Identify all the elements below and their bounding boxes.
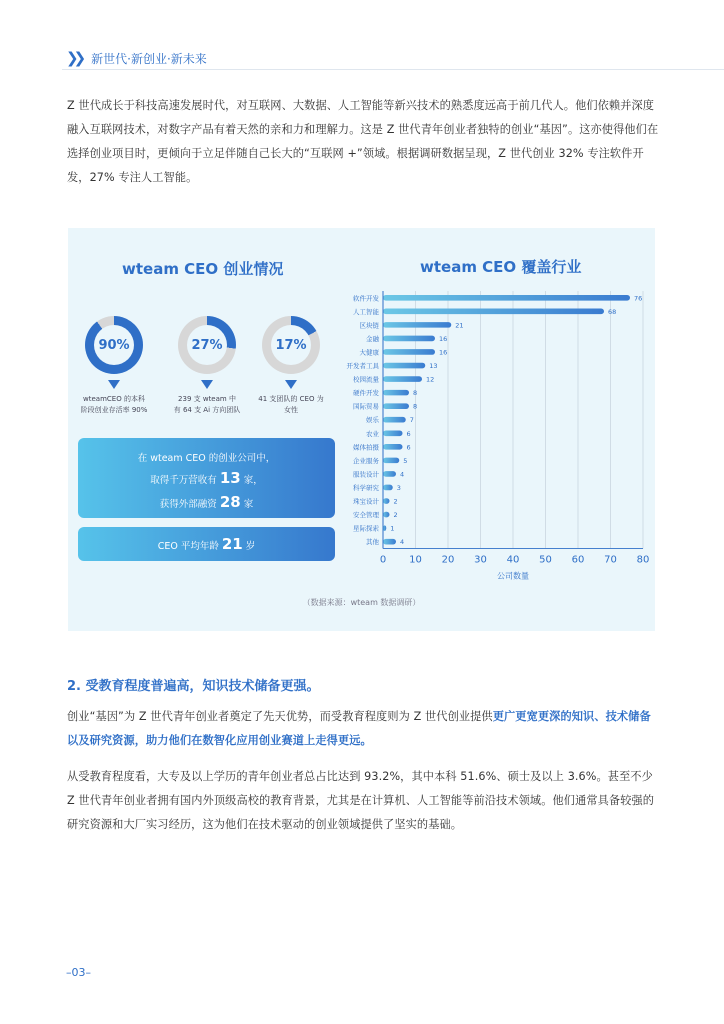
bar [383,295,630,301]
bar [383,322,451,328]
bar [383,363,425,369]
industry-bar-chart [345,286,655,616]
page-number: –03– [66,966,91,979]
category-label: 服装设计 [353,470,379,479]
average-age-box: CEO 平均年龄 21 岁 [78,527,335,561]
x-tick-label: 0 [379,554,387,566]
value-label: 2 [393,511,398,520]
value-label: 76 [634,294,643,303]
stat-value-2: 27% [187,325,227,365]
category-label: 农业 [366,429,379,438]
category-label: 大健康 [359,348,379,357]
value-label: 4 [400,538,405,547]
down-triangle-icon [285,380,297,389]
value-label: 1 [390,524,395,533]
value-label: 8 [413,402,418,411]
down-triangle-icon [201,380,213,389]
value-label: 21 [455,321,464,330]
double-chevron-icon: ❯❯ [66,49,82,67]
source-note: （数据来源：wteam 数据调研） [302,598,421,607]
category-label: 人工智能 [353,307,379,316]
bar [383,336,435,342]
value-label: 12 [426,375,435,384]
left-panel-title: wteam CEO 创业情况 [122,260,284,278]
bar [383,539,396,545]
stat-caption-2: 239 支 wteam 中 有 64 支 Ai 方向团队 [173,395,241,414]
intro-paragraph: Z 世代成长于科技高速发展时代，对互联网、大数据、人工智能等新兴技术的熟悉度远高于前几代人。他们依赖并深度融入互联网技术，对数字产品有着天然的亲和力和理解力。这是 Z 世代青年创业者独特的创业“基因”。这亦使得他们在选择创业项目时，更倾向于立足伴随自己长大的“互联网 +”领域。根据调研数据呈现，Z 世代创业 32% 专注软件开发，27% 专注人工智能。 [67,99,659,184]
bar [383,309,604,315]
stat-value-3: 17% [271,325,311,365]
bar [383,349,435,355]
stat-ring-2 [178,316,236,374]
value-label: 16 [439,334,448,343]
value-label: 3 [396,483,401,492]
stat-ring-3 [262,316,320,374]
bar [383,430,403,436]
x-tick-label: 70 [604,554,617,566]
bar [383,512,390,518]
header-divider [62,69,724,70]
category-label: 区块链 [359,321,379,330]
chart-title: wteam CEO 覆盖行业 [420,258,582,276]
category-label: 星际探索 [353,524,379,533]
value-label: 6 [406,429,411,438]
bar [383,458,399,464]
category-label: 硬件开发 [353,389,379,398]
stat-caption-3: 41 支团队的 CEO 为 女性 [258,395,324,414]
category-label: 珠宝设计 [353,497,379,506]
stat-ring-1 [85,316,143,374]
value-label: 68 [608,307,617,316]
down-triangle-icon [108,380,120,389]
revenue-funding-box: 在 wteam CEO 的创业公司中， 取得千万营收有 13 家， 获得外部融资 28 家 [78,438,335,518]
bar [383,444,403,450]
bar [383,485,393,491]
value-label: 8 [413,389,418,398]
category-label: 企业服务 [353,456,379,465]
bar [383,376,422,382]
x-tick-label: 60 [571,554,585,566]
bar [383,403,409,409]
category-label: 软件开发 [353,294,379,303]
bar [383,498,390,504]
section-title: 2. 受教育程度普遍高，知识技术储备更强。 [67,679,320,694]
category-label: 校园流量 [353,375,379,384]
section2-paragraph-1: 创业“基因”为 Z 世代青年创业者奠定了先天优势，而受教育程度则为 Z 世代创业提供更广更宽更深的知识、技术储备以及研究资源，助力他们在数智化应用创业赛道上走得更远。 [67,710,651,747]
category-label: 金融 [366,334,379,343]
value-label: 5 [403,456,408,465]
x-tick-label: 50 [539,554,552,566]
category-label: 安全管理 [353,511,379,520]
category-label: 其他 [366,538,379,547]
value-label: 7 [409,416,414,425]
value-label: 16 [439,348,448,357]
bar [383,390,409,396]
header-title: 新世代·新创业·新未来 [91,51,207,66]
x-tick-label: 80 [636,554,650,566]
value-label: 2 [393,497,398,506]
value-label: 13 [429,362,438,371]
x-tick-label: 30 [474,554,487,566]
value-label: 4 [400,470,405,479]
x-tick-label: 40 [506,554,520,566]
section2-paragraph-2: 从受教育程度看，大专及以上学历的青年创业者总占比达到 93.2%，其中本科 51.6%、硕士及以上 3.6%。甚至不少 Z 世代青年创业者拥有国内外顶级高校的教育背景，尤其是在计算机、人工智能等前沿技术领域。他们通常具备较强的研究资源和大厂实习经历，这为他们在技术驱动的创业领域提供了坚实的基础。 [67,770,655,831]
x-tick-label: 10 [409,554,422,566]
infographic-panel [68,228,655,631]
category-label: 国际贸易 [353,402,379,411]
stat-caption-1: wteamCEO 的本科 阶段创业存活率 90% [80,395,148,414]
bar [383,417,406,423]
category-label: 娱乐 [366,416,379,425]
page-header [66,48,207,68]
category-label: 开发者工具 [346,362,379,371]
category-label: 媒体拍摄 [353,443,379,452]
category-label: 科学研究 [353,483,379,492]
bar [383,471,396,477]
x-tick-label: 20 [441,554,455,566]
x-axis-label: 公司数量 [497,571,529,581]
stat-value-1: 90% [94,325,134,365]
value-label: 6 [406,443,411,452]
